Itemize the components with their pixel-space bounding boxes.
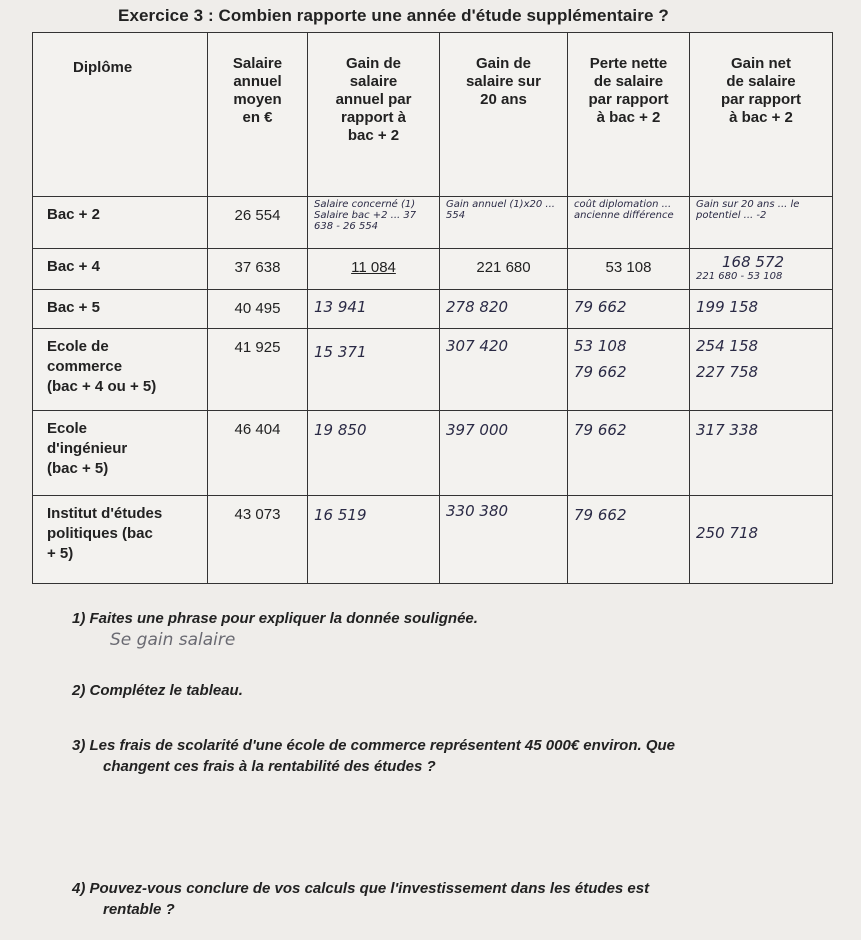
row-gain-20: 307 420 — [440, 329, 568, 411]
header-net-loss: Perte nette de salaire par rapport à bac + 2 — [568, 33, 690, 197]
study-gain-table — [32, 32, 833, 584]
row-salary: 37 638 — [208, 248, 308, 289]
row-salary: 46 404 — [208, 411, 308, 495]
row-net: Gain sur 20 ans ... le potentiel ... -2 — [690, 197, 833, 248]
row-salary: 26 554 — [208, 197, 308, 248]
row-gain: 19 850 — [308, 411, 440, 495]
table-row — [33, 495, 833, 583]
question-1: 1) Faites une phrase pour expliquer la donnée soulignée. — [72, 610, 478, 627]
row-gain-underlined: 11 084 — [308, 248, 440, 289]
header-row — [33, 33, 833, 197]
table-row — [33, 248, 833, 289]
row-loss: 79 662 — [568, 289, 690, 328]
row-net: 317 338 — [690, 411, 833, 495]
row-gain-20: Gain annuel (1)x20 ... 554 — [440, 197, 568, 248]
row-salary: 43 073 — [208, 495, 308, 583]
row-loss: 79 662 — [568, 411, 690, 495]
question-4: 4) Pouvez-vous conclure de vos calculs que l'investissement dans les études est rentable ? — [72, 880, 650, 918]
row-gain: 13 941 — [308, 289, 440, 328]
row-diploma: Bac + 4 — [33, 248, 208, 289]
row-diploma: Bac + 2 — [33, 197, 208, 248]
row-loss: 53 108 79 662 — [568, 329, 690, 411]
handwritten-answer-1: Se gain salaire — [110, 630, 236, 650]
row-net: 254 158 227 758 — [690, 329, 833, 411]
table-row — [33, 329, 833, 411]
row-loss: 79 662 — [568, 495, 690, 583]
row-gain-20: 278 820 — [440, 289, 568, 328]
row-gain-20: 221 680 — [440, 248, 568, 289]
header-net-gain: Gain net de salaire par rapport à bac + 2 — [690, 33, 833, 197]
row-gain: Salaire concerné (1) Salaire bac +2 ... 37 638 - 26 554 — [308, 197, 440, 248]
row-diploma: Institut d'études politiques (bac + 5) — [33, 495, 208, 583]
row-net: 168 572 221 680 - 53 108 — [690, 248, 833, 289]
header-gain-20-years: Gain de salaire sur 20 ans — [440, 33, 568, 197]
row-diploma: Ecole de commerce (bac + 4 ou + 5) — [33, 329, 208, 411]
header-gain-salary: Gain de salaire annuel par rapport à bac + 2 — [308, 33, 440, 197]
row-loss: 53 108 — [568, 248, 690, 289]
row-loss: coût diplomation ... ancienne différence — [568, 197, 690, 248]
row-salary: 41 925 — [208, 329, 308, 411]
row-diploma: Ecole d'ingénieur (bac + 5) — [33, 411, 208, 495]
row-net: 250 718 — [690, 495, 833, 583]
table-row — [33, 411, 833, 495]
row-gain-20: 397 000 — [440, 411, 568, 495]
row-net: 199 158 — [690, 289, 833, 328]
row-salary: 40 495 — [208, 289, 308, 328]
row-gain-20: 330 380 — [440, 495, 568, 583]
row-gain: 16 519 — [308, 495, 440, 583]
question-2: 2) Complétez le tableau. — [72, 682, 243, 699]
question-3: 3) Les frais de scolarité d'une école de commerce représentent 45 000€ environ. Que changent ces frais à la rentabilité des études ? — [72, 737, 675, 775]
row-gain: 15 371 — [308, 329, 440, 411]
header-diploma: Diplôme — [33, 33, 208, 197]
table-row — [33, 289, 833, 328]
header-salary: Salaire annuel moyen en € — [208, 33, 308, 197]
table-row — [33, 197, 833, 248]
row-diploma: Bac + 5 — [33, 289, 208, 328]
exercise-title: Exercice 3 : Combien rapporte une année d'étude supplémentaire ? — [118, 6, 669, 25]
